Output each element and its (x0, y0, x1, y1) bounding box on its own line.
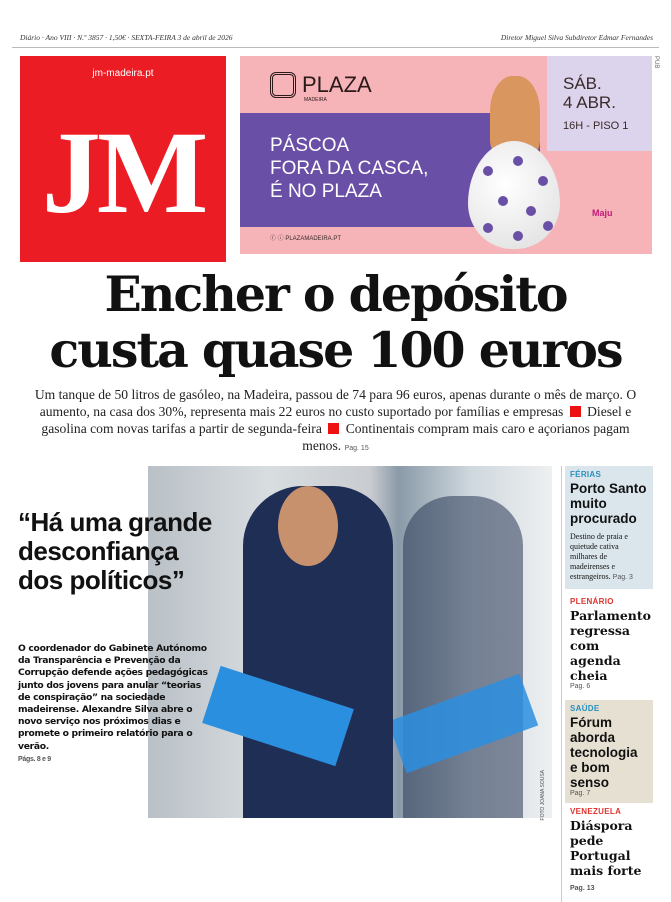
reflection (403, 496, 523, 818)
summary-text: Diesel e gasolina com novas tarifas a partir de segunda-feira (41, 404, 632, 436)
person-head (278, 486, 338, 566)
page-ref: Pag. 7 (570, 790, 591, 797)
ad-date2: 4 ABR. (563, 93, 616, 112)
ad-social: ⓕ ⓘ PLAZAMADEIRA.PT (270, 236, 342, 242)
page-ref: Pag. 6 (570, 683, 591, 690)
title: Parlamento regressa com agenda cheia (570, 608, 651, 683)
lead-summary (28, 386, 643, 457)
maju-logo: Maju (592, 208, 613, 218)
edition-info: Diário · Ano VIII · N.º 3857 · 1,50€ · SEXTA-FEIRA 3 de abril de 2026 (20, 33, 233, 42)
title-text: Diáspora pede Portugal mais forte (570, 818, 642, 878)
ad-brand-name: PLAZA (302, 72, 372, 97)
divider (12, 47, 659, 48)
red-square-icon (328, 423, 339, 434)
page-ref: Pag. 3 (612, 574, 633, 581)
ad-brand (270, 72, 372, 103)
ad-brand-sub: MADEIRA (304, 97, 327, 103)
summary-text: Um tanque de 50 litros de gasóleo, na Madeira, passou de 74 para 96 euros, apenas durante o mês de março. O aumento, na casa dos 30%, representa mais 22 euros no custo suportado por famílias e empresas (34, 387, 637, 419)
main-headline[interactable] (0, 266, 671, 378)
category: FÉRIAS (570, 470, 602, 479)
slogan-line: É NO PLAZA (270, 181, 382, 202)
title: Fórum aborda tecnologia e bom senso (570, 715, 638, 790)
sidebar (561, 466, 653, 902)
desc-text: Destino de praia e quietude cativa milhares de madeirenses e estrangeiros. (570, 532, 628, 581)
masthead-bar (20, 33, 653, 42)
ad-date: SÁB. (563, 74, 602, 93)
title (570, 818, 648, 896)
interview-quote[interactable]: “Há uma grande desconfiança dos políticos” (18, 507, 212, 595)
ad-slogan (270, 134, 428, 203)
logo-text: JM (41, 107, 205, 238)
photo-credit: FOTO JOANA SOUSA (540, 770, 546, 821)
page-ref: Págs. 8 e 9 (18, 755, 51, 763)
summary-text: Continentais compram mais caro e açorianos pagam menos. (302, 421, 630, 453)
category: SAÚDE (570, 704, 600, 713)
egg-image (468, 141, 560, 249)
site-url[interactable]: jm-madeira.pt (92, 68, 154, 79)
staff-info: Diretor Miguel Silva Subdiretor Edmar Fernandes (500, 33, 653, 42)
plaza-advertisement[interactable] (240, 56, 652, 254)
interview-text: O coordenador do Gabinete Autónomo da Transparência e Prevenção da Corrupção defende ações pedagógicas junto dos jovens para anular “teorias de conspiração” na sociedade madeirense. Alexandre Silva abre o novo serviço nos próximos dias e promete o primeiro relatório para o verão. (18, 643, 208, 752)
slogan-line: FORA DA CASCA, (270, 158, 429, 179)
pub-label: PUB (653, 56, 659, 69)
sidebar-item-venezuela[interactable] (565, 803, 653, 902)
headline-line: custa quase 100 euros (49, 321, 622, 379)
headline-line: Encher o depósito (104, 265, 567, 323)
desc (570, 532, 648, 583)
slogan-line: PÁSCOA (270, 135, 350, 156)
title: Porto Santo muito procurado (570, 481, 647, 526)
page-ref: Pag. 13 (570, 885, 595, 892)
ad-date-box (547, 56, 652, 151)
ad-social-url: PLAZAMADEIRA.PT (285, 236, 342, 242)
ad-time: 16H - PISO 1 (563, 120, 629, 132)
interview-body (18, 643, 208, 766)
sidebar-item-plenario[interactable] (565, 593, 653, 696)
sidebar-item-saude[interactable] (565, 700, 653, 803)
page-ref: Pag. 15 (344, 445, 369, 452)
category: PLENÁRIO (570, 597, 614, 606)
jm-logo[interactable] (20, 56, 226, 262)
sidebar-item-ferias[interactable] (565, 466, 653, 589)
plaza-logo-icon (270, 72, 296, 98)
category: VENEZUELA (570, 807, 622, 816)
red-square-icon (570, 406, 581, 417)
